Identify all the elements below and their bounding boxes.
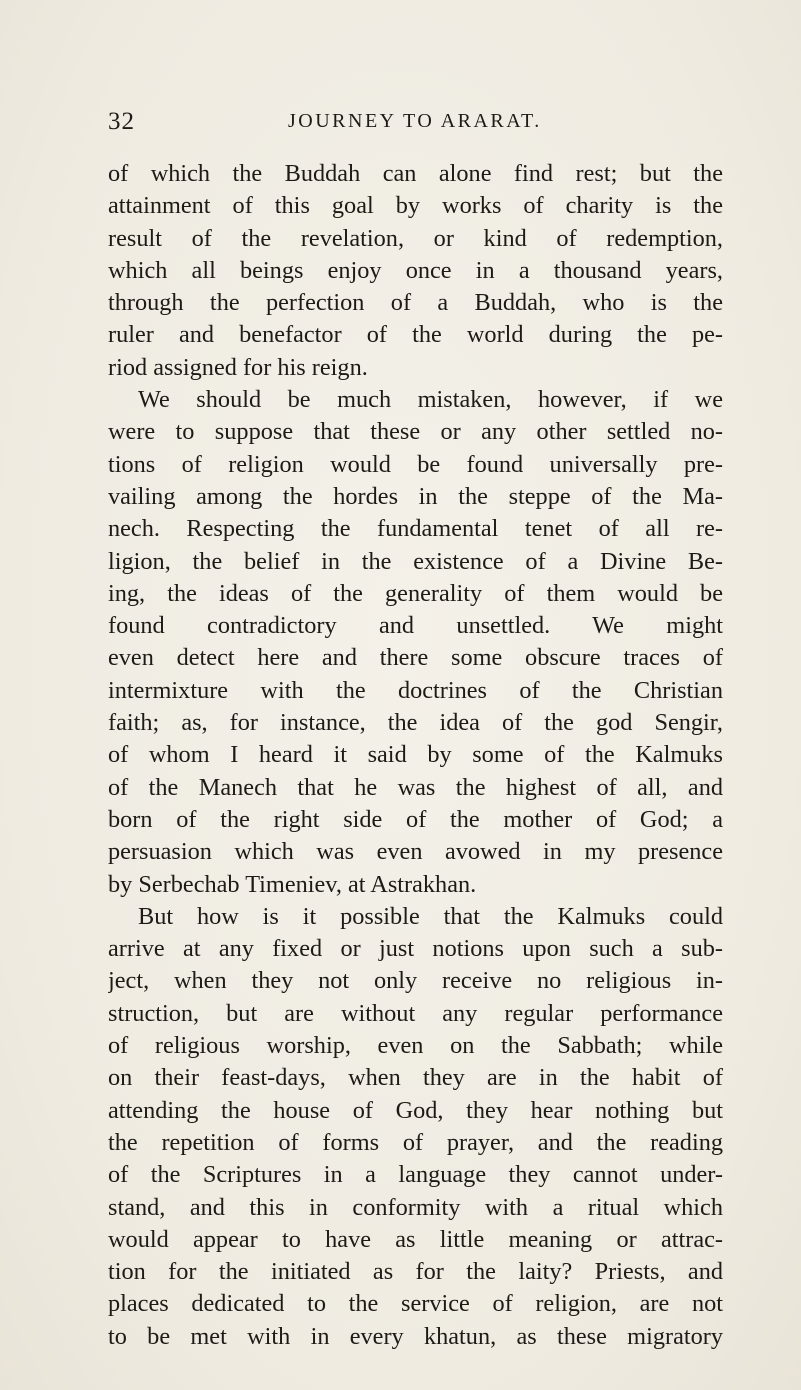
text-line: ruler and benefactor of the world during the pe- [108,321,723,349]
text-line: which all beings enjoy once in a thousand years, [108,256,723,284]
text-line: persuasion which was even avowed in my presence [108,838,723,866]
text-line: attending the house of God, they hear nothing but [108,1096,723,1124]
text-line: faith; as, for instance, the idea of the god Sengir, [108,709,723,737]
text-line: intermixture with the doctrines of the Christian [108,676,723,704]
text-line: riod assigned for his reign. [108,353,368,381]
text-line: even detect here and there some obscure traces of [108,644,723,672]
text-line: the repetition of forms of prayer, and the reading [108,1128,723,1156]
text-line: would appear to have as little meaning or attrac- [108,1225,723,1253]
text-line: by Serbechab Timeniev, at Astrakhan. [108,870,477,898]
text-line: ject, when they not only receive no religious in- [108,967,723,995]
text-line: to be met with in every khatun, as these migratory [108,1322,723,1350]
text-line: of the Scriptures in a language they cannot under- [108,1161,723,1189]
text-line: arrive at any fixed or just notions upon such a sub- [108,935,723,963]
text-line: ing, the ideas of the generality of them would be [108,579,723,607]
text-line: of which the Buddah can alone find rest; but the [108,160,723,187]
text-line: attainment of this goal by works of charity is the [108,192,723,220]
text-line: stand, and this in conformity with a ritual which [108,1193,723,1221]
text-line: result of the revelation, or kind of redemption, [108,224,723,252]
running-header [108,108,708,140]
page-number: 32 [108,108,135,135]
text-line: of religious worship, even on the Sabbath; while [108,1032,723,1060]
paragraph-start-line: We should be much mistaken, however, if we [138,386,723,414]
text-line: ligion, the belief in the existence of a Divine Be- [108,547,723,575]
text-line: of the Manech that he was the highest of all, and [108,773,723,801]
running-title: JOURNEY TO ARARAT. [288,110,542,132]
text-line: born of the right side of the mother of God; a [108,805,723,833]
body-text [108,158,723,1353]
text-line: of whom I heard it said by some of the Kalmuks [108,741,723,769]
text-line: found contradictory and unsettled. We might [108,612,723,640]
text-line: struction, but are without any regular performance [108,999,723,1027]
paragraph-start-line: But how is it possible that the Kalmuks could [138,902,723,930]
text-line: nech. Respecting the fundamental tenet of all re- [108,515,723,543]
text-line: tions of religion would be found universally pre- [108,450,723,478]
text-line: places dedicated to the service of religion, are not [108,1290,723,1318]
text-line: tion for the initiated as for the laity? Priests, and [108,1258,723,1286]
text-line: vailing among the hordes in the steppe of the Ma- [108,482,723,510]
text-line: on their feast-days, when they are in the habit of [108,1064,723,1092]
text-line: were to suppose that these or any other settled no- [108,418,723,446]
text-line: through the perfection of a Buddah, who is the [108,289,723,317]
